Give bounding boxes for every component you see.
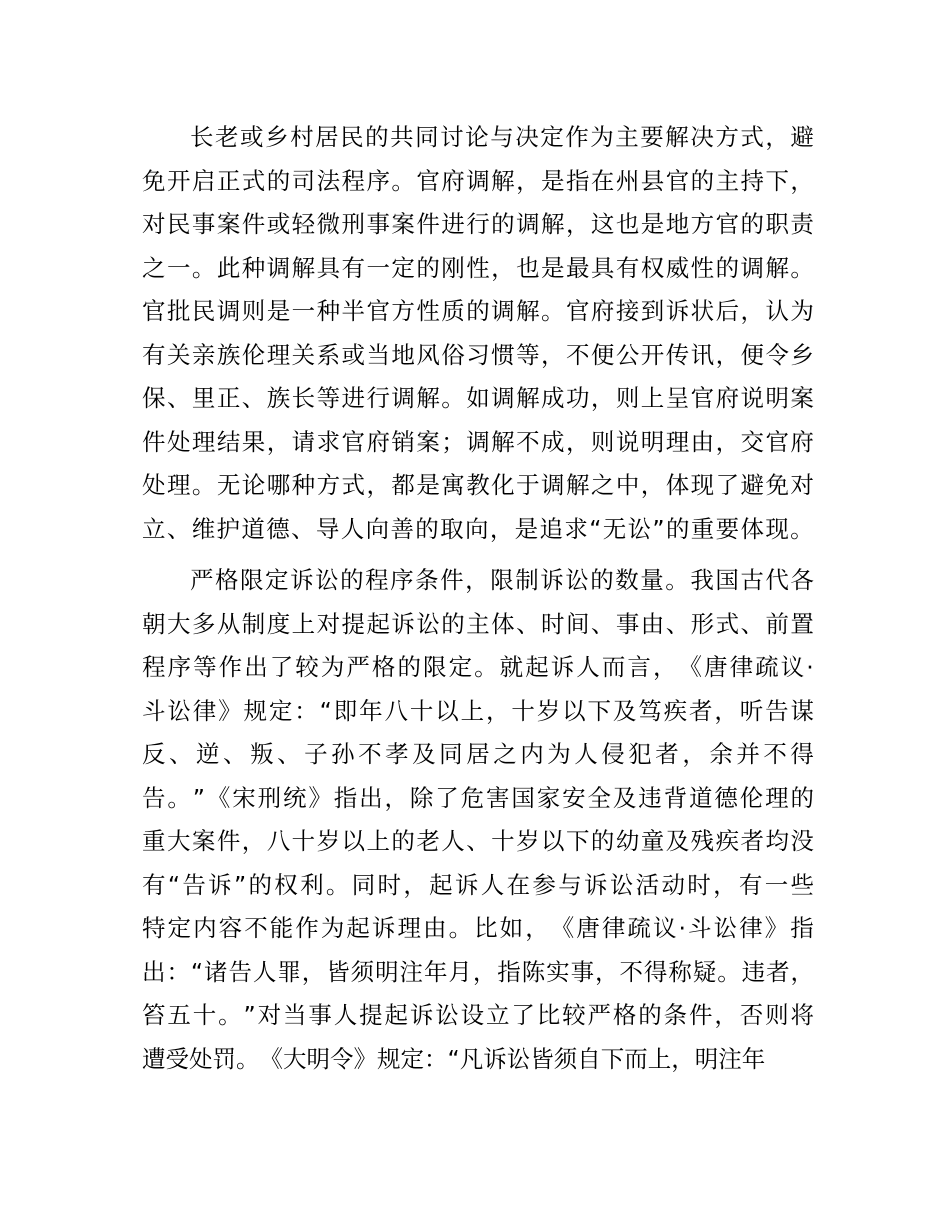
text-line: 笞 五 十 。 ” 对 当 事 人 提 起 诉 讼 设 立 了 比 较 严 格 的 条 件 ， 否 则 将	[142, 1001, 814, 1029]
text-line: 保 、 里 正 、 族 长 等 进 行 调 解 。 如 调 解 成 功 ， 则 上 呈 官 府 说 明 案	[142, 384, 814, 412]
text-line: 免 开 启 正 式 的 司 法 程 序 。 官 府 调 解 ， 是 指 在 州 县 官 的 主 持 下 ，	[142, 166, 814, 195]
text-line: 出 ： “ 诸 告 人 罪 ， 皆 须 明 注 年 月 ， 指 陈 实 事 ， 不 得 称 疑 。 违 者 ，	[142, 957, 814, 986]
text-line: 官 批 民 调 则 是 一 种 半 官 方 性 质 的 调 解 。 官 府 接 到 诉 状 后 ， 认 为	[142, 297, 814, 325]
text-line: 严 格 限 定 诉 讼 的 程 序 条 件 ， 限 制 诉 讼 的 数 量 。 我 国 古 代 各	[190, 566, 814, 594]
text-line: 告 。 ” 《 宋 刑 统 》 指 出 ， 除 了 危 害 国 家 安 全 及 违 背 道 德 伦 理 的	[142, 783, 814, 812]
text-line: 程 序 等 作 出 了 较 为 严 格 的 限 定 。 就 起 诉 人 而 言 ， 《 唐 律 疏 议 ·	[142, 653, 814, 681]
paragraph-litigation-restrictions	[142, 559, 814, 1081]
text-line: 朝 大 多 从 制 度 上 对 提 起 诉 讼 的 主 体 、 时 间 、 事 由 、 形 式 、 前 置	[142, 609, 814, 638]
text-line: 有 “ 告 诉 ” 的 权 利 。 同 时 ， 起 诉 人 在 参 与 诉 讼 活 动 时 ， 有 一 些	[142, 870, 814, 899]
text-line: 对 民 事 案 件 或 轻 微 刑 事 案 件 进 行 的 调 解 ， 这 也 是 地 方 官 的 职 责	[142, 210, 814, 238]
text-line: 特 定 内 容 不 能 作 为 起 诉 理 由 。 比 如 ， 《 唐 律 疏 议 · 斗 讼 律 》 指	[142, 914, 814, 942]
text-line: 件 处 理 结 果 ， 请 求 官 府 销 案 ； 调 解 不 成 ， 则 说 明 理 由 ， 交 官 府	[142, 427, 814, 456]
text-line: 长 老 或 乡 村 居 民 的 共 同 讨 论 与 决 定 作 为 主 要 解 决 方 式 ， 避	[190, 123, 814, 151]
text-line: 立 、 维 护 道 德 、 导 人 向 善 的 取 向 ， 是 追 求 “ 无 讼 ” 的 重 要 体 现 。	[142, 514, 814, 543]
text-line: 斗 讼 律 》 规 定 ： “ 即 年 八 十 以 上 ， 十 岁 以 下 及 笃 疾 者 ， 听 告 谋	[142, 696, 814, 725]
text-line: 有 关 亲 族 伦 理 关 系 或 当 地 风 俗 习 惯 等 ， 不 便 公 开 传 讯 ， 便 令 乡	[142, 340, 814, 369]
text-line: 重 大 案 件 ， 八 十 岁 以 上 的 老 人 、 十 岁 以 下 的 幼 童 及 残 疾 者 均 没	[142, 827, 814, 855]
text-line: 之 一 。 此 种 调 解 具 有 一 定 的 刚 性 ， 也 是 最 具 有 权 威 性 的 调 解 。	[142, 253, 814, 282]
text-line: 遭 受 处 罚 。 《 大 明 令 》 规 定 ： “ 凡 诉 讼 皆 须 自 下 而 上 ， 明 注 年	[142, 1044, 766, 1073]
text-line: 反 、 逆 、 叛 、 子 孙 不 孝 及 同 居 之 内 为 人 侵 犯 者 ， 余 并 不 得	[142, 740, 814, 768]
text-line: 处 理 。 无 论 哪 种 方 式 ， 都 是 寓 教 化 于 调 解 之 中 ， 体 现 了 避 免 对	[142, 471, 814, 499]
paragraph-mediation	[142, 116, 814, 551]
